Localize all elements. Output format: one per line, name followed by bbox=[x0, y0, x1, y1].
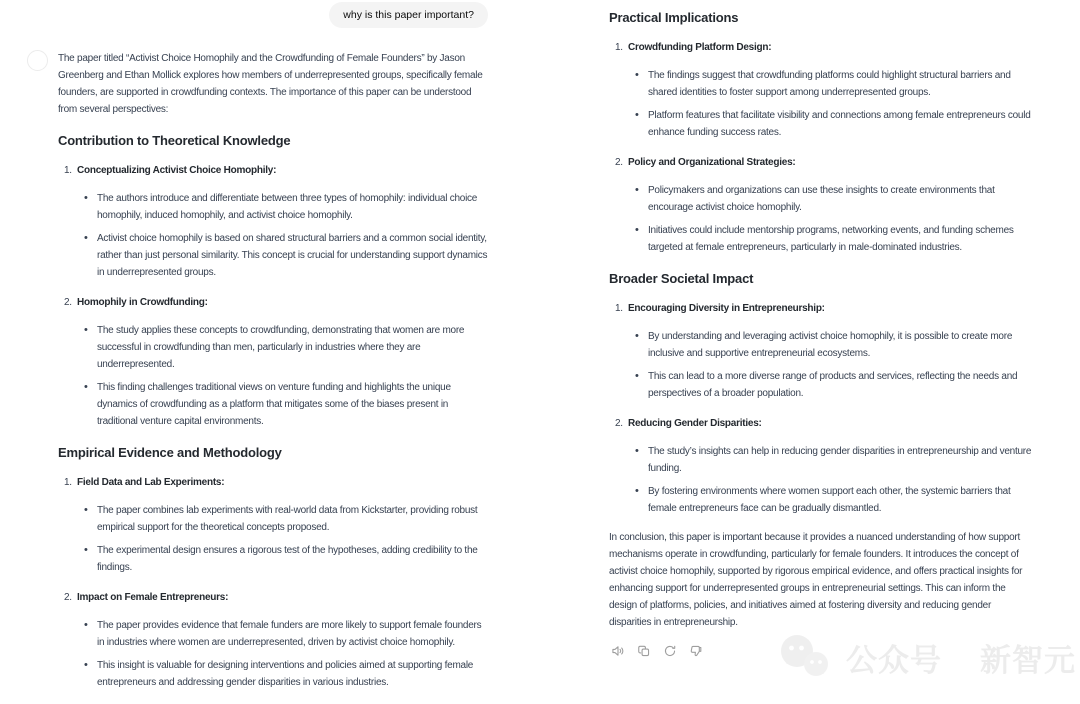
watermark-text-xinzhiyuan: 新智元 bbox=[980, 642, 1076, 678]
thumbs-down-icon bbox=[689, 644, 703, 658]
assistant-intro-paragraph: The paper titled “Activist Choice Homophily and the Crowdfunding of Female Founders” by Jason Greenberg and Ethan Mollick explores how members of underrepresented groups, specifically female founders, are supported in crowdfunding contexts. The importance of this paper can be understood from several perspectives: bbox=[58, 53, 483, 115]
regenerate-icon bbox=[663, 644, 677, 658]
item-number: 2. bbox=[64, 592, 72, 603]
bullet-point: • The findings suggest that crowdfunding platforms could highlight structural barriers and shared identities to foster support among underrepresented groups. bbox=[609, 67, 1033, 101]
numbered-item bbox=[58, 589, 488, 691]
item-label: Field Data and Lab Experiments: bbox=[77, 477, 225, 488]
bullet-point: • The paper combines lab experiments with real-world data from Kickstarter, providing robust empirical support for the theoretical concepts proposed. bbox=[58, 502, 488, 536]
wechat-icon bbox=[776, 631, 832, 683]
numbered-item bbox=[609, 300, 1033, 402]
bullet-point: • By fostering environments where women support each other, the systemic barriers that female entrepreneurs face can be gradually dismantled. bbox=[609, 483, 1033, 517]
user-message-row bbox=[58, 2, 488, 28]
item-number: 1. bbox=[64, 165, 72, 176]
watermark bbox=[776, 626, 1076, 688]
user-message-text: why is this paper important? bbox=[343, 9, 474, 21]
bullet-point: • This insight is valuable for designing interventions and policies aimed at supporting female entrepreneurs and addressing gender disparities in various industries. bbox=[58, 657, 488, 691]
bullet-point: • By understanding and leveraging activist choice homophily, it is possible to create more inclusive and supportive entrepreneurial ecosystems. bbox=[609, 328, 1033, 362]
speaker-icon bbox=[611, 644, 625, 658]
user-message-bubble bbox=[329, 2, 488, 28]
chat-column-left bbox=[58, 0, 488, 691]
assistant-conclusion-paragraph: In conclusion, this paper is important because it provides a nuanced understanding of how support mechanisms operate in crowdfunding, particularly for female founders. It introduces the concept of activist choice homophily, supported by rigorous empirical evidence, and offers practical insights for enhancing support for underrepresented groups in entrepreneurial settings. This can inform the design of platforms, policies, and initiatives aimed at fostering diversity and reducing gender disparities in entrepreneurship. bbox=[609, 532, 1023, 628]
bullet-point: • The authors introduce and differentiate between three types of homophily: individual choice homophily, induced homophily, and activist choice homophily. bbox=[58, 190, 488, 224]
bullet-point: • The experimental design ensures a rigorous test of the hypotheses, adding credibility to the findings. bbox=[58, 542, 488, 576]
copy-icon bbox=[637, 644, 651, 658]
numbered-item bbox=[609, 154, 1033, 256]
item-number: 2. bbox=[615, 418, 623, 429]
copy-button[interactable] bbox=[635, 642, 653, 660]
item-label: Crowdfunding Platform Design: bbox=[628, 42, 772, 53]
item-number: 1. bbox=[615, 303, 623, 314]
item-number: 2. bbox=[64, 297, 72, 308]
section-heading-societal: Broader Societal Impact bbox=[609, 271, 754, 286]
item-label: Conceptualizing Activist Choice Homophily: bbox=[77, 165, 277, 176]
bullet-point: • Activist choice homophily is based on shared structural barriers and a common social identity, rather than just personal similarity. This concept is crucial for understanding support dynamics in underrepresented groups. bbox=[58, 230, 488, 281]
bullet-point: • The study applies these concepts to crowdfunding, demonstrating that women are more successful in crowdfunding than men, particularly in industries where they are underrepresented. bbox=[58, 322, 488, 373]
watermark-text-gongzhonghao: 公众号 bbox=[846, 642, 942, 678]
read-aloud-button[interactable] bbox=[609, 642, 627, 660]
bullet-point: • Platform features that facilitate visibility and connections among female entrepreneurs could enhance funding success rates. bbox=[609, 107, 1033, 141]
bullet-point: • This finding challenges traditional views on venture funding and highlights the unique dynamics of crowdfunding as a platform that mitigates some of the biases present in traditional venture capital environments. bbox=[58, 379, 488, 430]
item-label: Homophily in Crowdfunding: bbox=[77, 297, 208, 308]
bullet-point: • Initiatives could include mentorship programs, networking events, and funding schemes targeted at female entrepreneurs, particularly in male-dominated industries. bbox=[609, 222, 1033, 256]
numbered-item bbox=[609, 415, 1033, 517]
item-number: 1. bbox=[64, 477, 72, 488]
numbered-item bbox=[58, 474, 488, 576]
numbered-item bbox=[58, 294, 488, 430]
item-label: Reducing Gender Disparities: bbox=[628, 418, 762, 429]
item-number: 2. bbox=[615, 157, 623, 168]
bullet-point: • Policymakers and organizations can use these insights to create environments that encourage activist choice homophily. bbox=[609, 182, 1033, 216]
bullet-point: • The study’s insights can help in reducing gender disparities in entrepreneurship and venture funding. bbox=[609, 443, 1033, 477]
section-heading-empirical: Empirical Evidence and Methodology bbox=[58, 445, 282, 460]
numbered-item bbox=[609, 39, 1033, 141]
item-label: Policy and Organizational Strategies: bbox=[628, 157, 796, 168]
bullet-point: • This can lead to a more diverse range of products and services, reflecting the needs and perspectives of a broader population. bbox=[609, 368, 1033, 402]
section-heading-contribution: Contribution to Theoretical Knowledge bbox=[58, 133, 291, 148]
bullet-point: • The paper provides evidence that female funders are more likely to support female founders in industries where women are underrepresented, driven by activist choice homophily. bbox=[58, 617, 488, 651]
item-number: 1. bbox=[615, 42, 623, 53]
item-label: Encouraging Diversity in Entrepreneurship: bbox=[628, 303, 825, 314]
chat-column-right bbox=[609, 0, 1033, 660]
regenerate-button[interactable] bbox=[661, 642, 679, 660]
item-label: Impact on Female Entrepreneurs: bbox=[77, 592, 229, 603]
numbered-item bbox=[58, 162, 488, 281]
thumbs-down-button[interactable] bbox=[687, 642, 705, 660]
assistant-avatar bbox=[27, 50, 48, 71]
section-heading-practical: Practical Implications bbox=[609, 10, 739, 25]
